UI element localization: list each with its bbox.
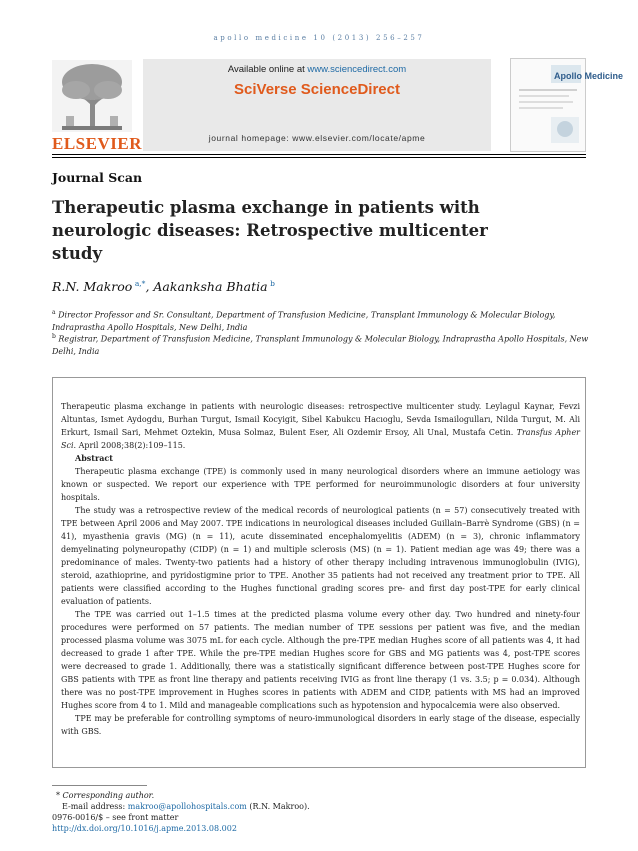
header-rule-top <box>52 154 586 155</box>
author-list <box>52 279 275 294</box>
publisher-name: ELSEVIER <box>52 134 142 153</box>
sciencedirect-link[interactable]: www.sciencedirect.com <box>307 64 407 75</box>
corresponding-label: Corresponding author. <box>62 791 155 800</box>
footnote-rule <box>52 785 147 786</box>
corresponding-note <box>56 790 154 801</box>
corresponding-mark: * <box>56 791 60 800</box>
affiliation <box>52 307 592 334</box>
author-name: R.N. Makroo <box>52 279 133 295</box>
abstract-paragraph: TPE may be preferable for controlling symptoms of neuro-immunological disorders in early stage of the disease, especially with GBS. <box>61 714 580 736</box>
section-label: Journal Scan <box>52 170 143 185</box>
abstract-paragraph: Therapeutic plasma exchange (TPE) is commonly used in many neurological disorders where an immune aetiology was known or suspected. We report our experience with TPE performed for neuroimmunologic disorders at four university hospitals. <box>61 467 580 502</box>
running-head: apollo medicine 10 (2013) 256–257 <box>213 34 425 42</box>
article-title: Therapeutic plasma exchange in patients with neurologic diseases: Retrospective multicenter study <box>52 198 488 263</box>
header-rule-bottom <box>52 157 586 158</box>
email-line <box>62 801 310 812</box>
email-label: E-mail address: <box>62 802 128 811</box>
email-link[interactable]: makroo@apollohospitals.com <box>127 802 247 811</box>
citation-tail: April 2008;38(2):109–115. <box>76 441 186 450</box>
doi-line <box>52 823 237 834</box>
affiliation-text: Registrar, Department of Transfusion Medicine, Transplant Immunology & Molecular Biology, Indraprastha Apollo Hospitals, New Delhi, India <box>52 334 589 356</box>
journal-banner <box>143 59 491 151</box>
journal-cover-image-icon <box>511 59 624 151</box>
email-suffix: (R.N. Makroo). <box>246 802 310 811</box>
abstract-paragraph: The TPE was carried out 1–1.5 times at the predicted plasma volume every other day. Two hundred and ninety-four procedures were performed on 57 patients. The median number of TPE sessions per patient was five, and the median processed plasma volume was 3075 mL for each cycle. Although the pre-TPE median Hughes score of all patients was 4, it had decreased to grade 1 after TPE. While the pre-TPE median Hughes score for GBS and MG patients was 4, post-TPE scores were decreased to grade 1. Additionally, there was a statistically significant difference between post-TPE Hughes score for GBS patients with TPE as front line therapy and patients receiving IVIG as front line therapy (1 vs. 3.5; p = 0.034). Although there was no post-TPE improvement in Hughes scores in patients with ADEM and CIDP, patients with MS had an improved Hughes score from 4 to 1. Mild and manageable complications such as hypotension and hypocalcemia were also observed. <box>61 610 580 710</box>
journal-homepage[interactable]: journal homepage: www.elsevier.com/locate/apme <box>208 133 426 143</box>
citation <box>61 400 580 452</box>
citation-text: Therapeutic plasma exchange in patients with neurologic diseases: retrospective multicenter study. Leylagul Kaynar, Fevzi Altuntas, Ismet Aydogdu, Burhan Turgut, Ismail Kocyigit, Sibel Kabukcu Hacıoglu, Sevda Ismailogulları, Nilda Turgut, M. Ali Erkurt, Ismail Sari, Mehmet Oztekin, Musa Solmaz, Bulent Eser, Ali Ozdemir Ersoy, Ali Unal, Mustafa Cetin. <box>61 402 580 437</box>
affiliation <box>52 331 592 358</box>
abstract-heading: Abstract <box>75 453 113 463</box>
available-online-prefix: Available online at <box>227 64 308 75</box>
abstract-paragraph: The study was a retrospective review of the medical records of neurological patients (n = 57) consecutively treated with TPE between April 2006 and May 2007. TPE indications in neurological diseases included Guillain–Barrè Syndrome (GBS) (n = 41), myasthenia gravis (MG) (n = 11), acute disseminated encephalomyelitis (ADEM) (n = 3), chronic inflammatory demyelinating polyneuropathy (CIDP) (n = 1) and multiple sclerosis (MS) (n = 1). Patient median age was 49; there was a predominance of males. Twenty-two patients had a history of other therapy including intravenous immunoglobulin (IVIG), steroid, azathioprine, and pyridostigmine prior to TPE. Another 35 patients had not received any treatment prior to TPE. All patients were classified according to the Hughes functional grading scores pre- and first day post-TPE for early clinical evaluation of patients. <box>61 506 580 606</box>
doi-link[interactable]: http://dx.doi.org/10.1016/j.apme.2013.08.002 <box>52 824 237 833</box>
sciverse-logo: SciVerse ScienceDirect <box>234 81 400 98</box>
available-online-line <box>143 64 491 75</box>
affiliation-mark: b <box>52 333 56 340</box>
author-name: Aakanksha Bhatia <box>153 279 268 295</box>
affiliation-mark: a <box>52 309 56 316</box>
abstract-box <box>52 377 586 768</box>
author-mark[interactable]: b <box>270 279 275 288</box>
author-mark[interactable]: a,* <box>134 279 146 288</box>
journal-cover-thumbnail <box>510 58 624 152</box>
author-separator: , <box>145 279 154 295</box>
abstract-content <box>61 400 580 738</box>
issn-line: 0976-0016/$ – see front matter <box>52 813 179 822</box>
cover-journal-name: Apollo Medicine <box>554 71 624 81</box>
citation-journal: Transfus Apher Sci. <box>61 428 580 450</box>
affiliation-text: Director Professor and Sr. Consultant, Department of Transfusion Medicine, Transplant Immunology & Molecular Biology, Indraprastha Apollo Hospitals, New Delhi, India <box>52 310 556 332</box>
